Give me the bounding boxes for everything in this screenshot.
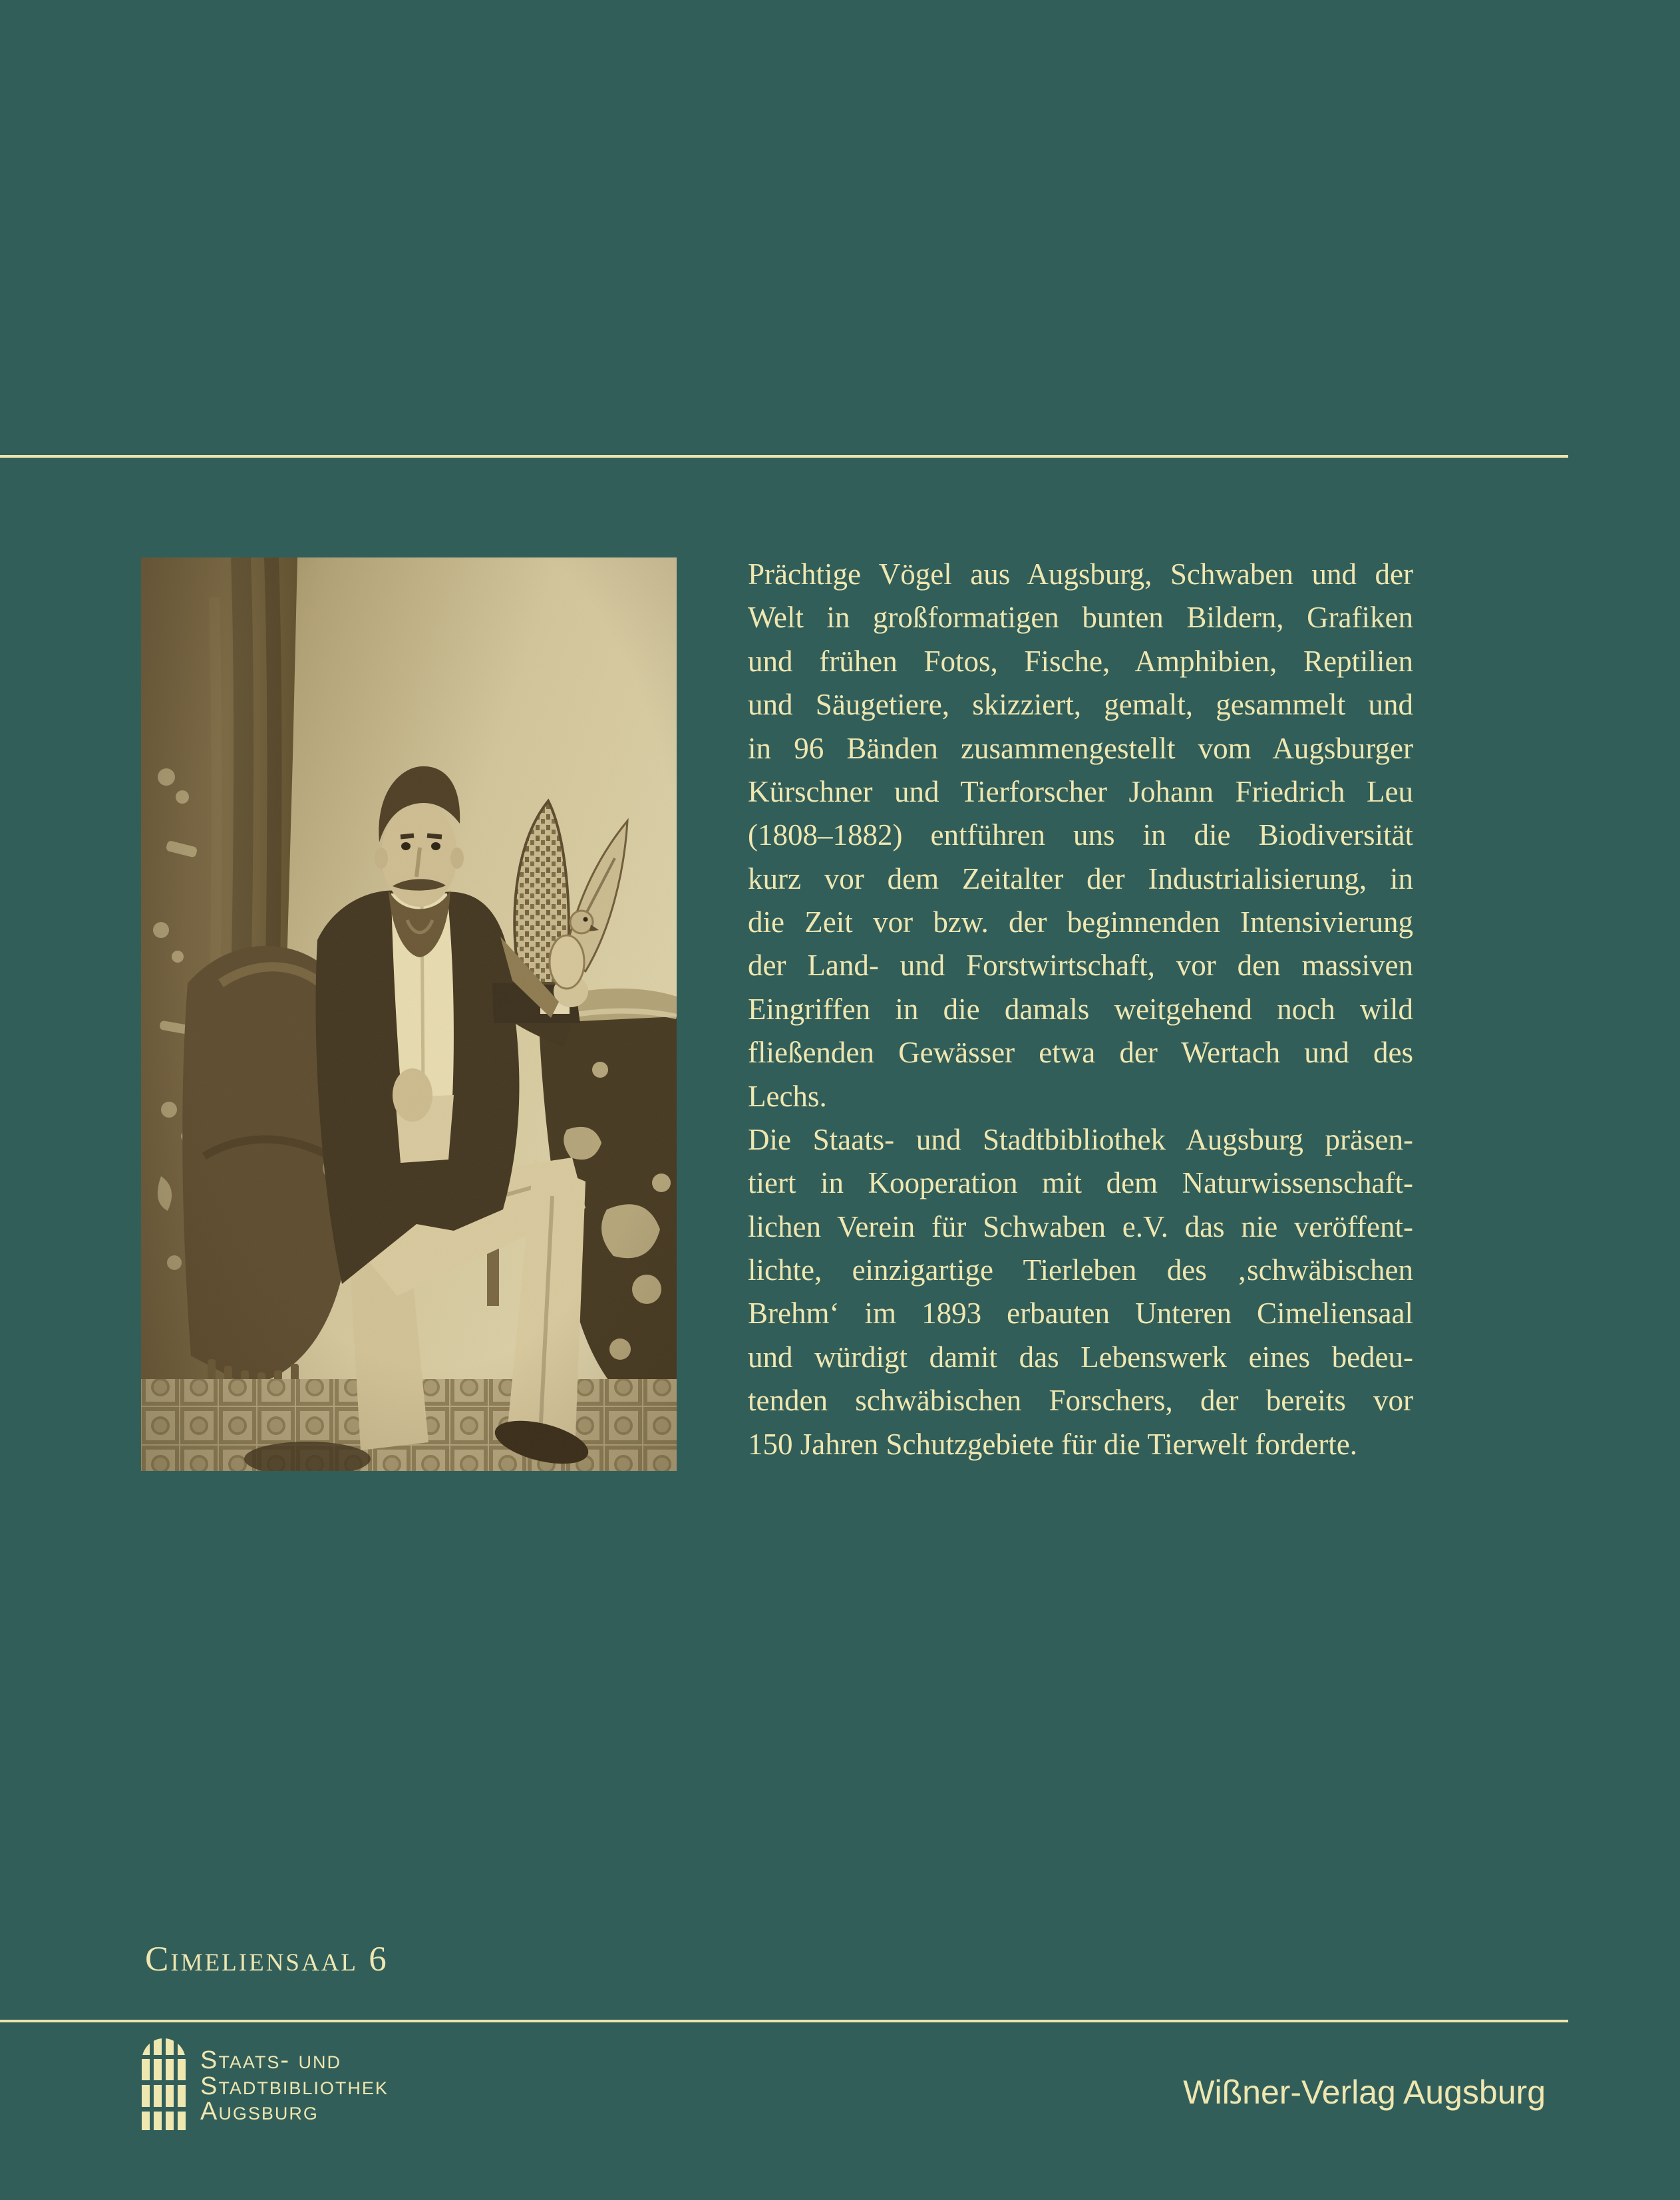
library-name <box>200 2048 389 2125</box>
body-text-line: Brehm‘ im 1893 erbauten Unteren Cimeliensaal <box>748 1297 1413 1331</box>
library-name-line: Augsburg <box>200 2098 319 2125</box>
body-text-line: und Säugetiere, skizziert, gemalt, gesammelt und <box>748 688 1413 722</box>
arched-window-bars-icon <box>142 2038 186 2130</box>
body-text-line: kurz vor dem Zeitalter der Industrialisierung, in <box>748 862 1413 895</box>
bottom-rule <box>0 2020 1568 2022</box>
portrait-photo-illustration <box>141 557 677 1471</box>
body-text-line: Welt in großformatigen bunten Bildern, Grafiken <box>748 601 1413 635</box>
body-text-line: lichen Verein für Schwaben e.V. das nie veröffent- <box>748 1209 1413 1243</box>
body-text-line: Die Staats- und Stadtbibliothek Augsburg präsen- <box>748 1122 1413 1156</box>
publisher-name: Wißner-Verlag Augsburg <box>1183 2074 1546 2111</box>
body-text-line: Lechs. <box>748 1079 827 1113</box>
body-text-line: fließenden Gewässer etwa der Wertach und des <box>748 1036 1413 1070</box>
body-text-line: Prächtige Vögel aus Augsburg, Schwaben und der <box>748 557 1413 591</box>
body-text-line: (1808–1882) entführen uns in die Biodiversität <box>748 818 1413 852</box>
body-text-line: 150 Jahren Schutzgebiete für die Tierwelt forderte. <box>748 1427 1357 1461</box>
paragraph <box>748 553 1413 1118</box>
body-text-line: und frühen Fotos, Fische, Amphibien, Reptilien <box>748 644 1413 678</box>
body-text-line: tenden schwäbischen Forschers, der bereits vor <box>748 1384 1413 1418</box>
library-name-line: Staats- und <box>200 2046 342 2074</box>
paragraph <box>748 1118 1413 1466</box>
body-text-line: und würdigt damit das Lebenswerk eines bedeu- <box>748 1340 1413 1374</box>
body-text-line: tiert in Kooperation mit dem Naturwissenschaft- <box>748 1166 1413 1200</box>
body-text-line: der Land- und Forstwirtschaft, vor den massiven <box>748 949 1413 983</box>
body-text-line: Eingriffen in die damals weitgehend noch wild <box>748 992 1413 1026</box>
body-text-line: in 96 Bänden zusammengestellt vom Augsburger <box>748 731 1413 765</box>
portrait-photo <box>141 557 677 1471</box>
library-name-line: Stadtbibliothek <box>200 2072 389 2100</box>
top-rule <box>0 455 1568 458</box>
body-text-line: Kürschner und Tierforscher Johann Friedrich Leu <box>748 774 1413 808</box>
photo-vignette <box>141 557 677 1471</box>
description-text <box>748 553 1413 1466</box>
series-label: Cimeliensaal 6 <box>145 1940 389 1978</box>
library-logo <box>142 2038 389 2130</box>
body-text-line: die Zeit vor bzw. der beginnenden Intensivierung <box>748 905 1413 939</box>
body-text-line: lichte, einzigartige Tierleben des ‚schwäbischen <box>748 1253 1413 1287</box>
